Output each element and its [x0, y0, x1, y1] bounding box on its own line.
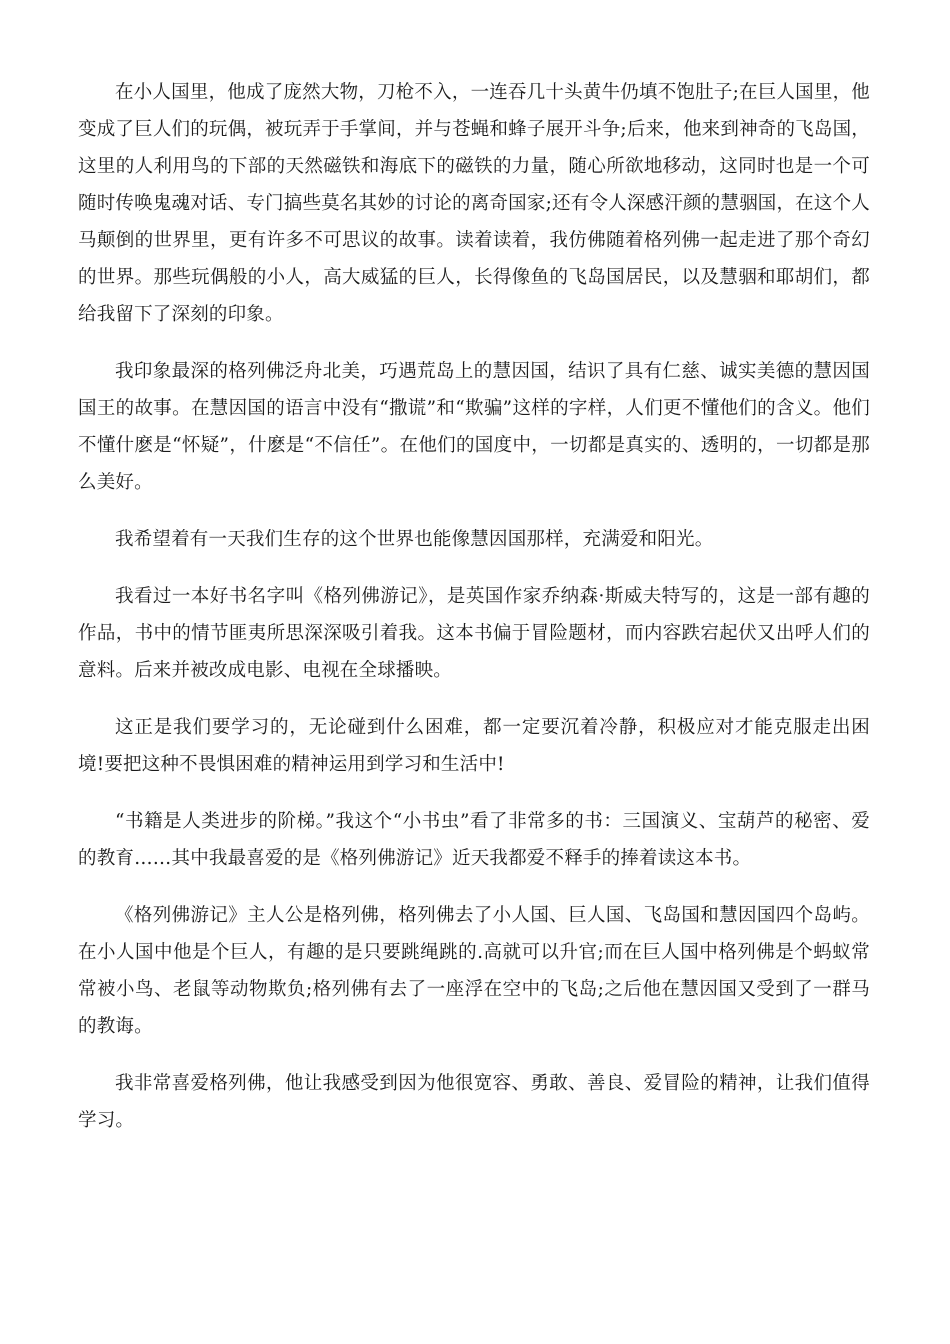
paragraph: 我印象最深的格列佛泛舟北美，巧遇荒岛上的慧因国，结识了具有仁慈、诚实美德的慧因国国王的故事。在慧因国的语言中没有“撒谎”和“欺骗”这样的字样，人们更不懂他们的含义。他们不懂什麽是“怀疑”，什麽是“不信任”。在他们的国度中，一切都是真实的、透明的，一切都是那么美好。	[78, 361, 870, 493]
paragraph: 我非常喜爱格列佛，他让我感受到因为他很宽容、勇敢、善良、爱冒险的精神，让我们值得学习。	[78, 1073, 870, 1131]
paragraph: 《格列佛游记》主人公是格列佛，格列佛去了小人国、巨人国、飞岛国和慧因国四个岛屿。在小人国中他是个巨人，有趣的是只要跳绳跳的.高就可以升官;而在巨人国中格列佛是个蚂蚁常常被小鸟、老鼠等动物欺负;格列佛有去了一座浮在空中的飞岛;之后他在慧因国又受到了一群马的教诲。	[78, 905, 870, 1037]
paragraph: 这正是我们要学习的，无论碰到什么困难，都一定要沉着冷静，积极应对才能克服走出困境!要把这种不畏惧困难的精神运用到学习和生活中!	[78, 717, 870, 775]
document-body	[78, 74, 870, 1159]
paragraph: 我希望着有一天我们生存的这个世界也能像慧因国那样，充满爱和阳光。	[115, 529, 714, 550]
paragraph: “书籍是人类进步的阶梯。”我这个“小书虫”看了非常多的书：三国演义、宝葫芦的秘密、爱的教育……其中我最喜爱的是《格列佛游记》近天我都爱不释手的捧着读这本书。	[78, 811, 870, 869]
paragraph: 我看过一本好书名字叫《格列佛游记》，是英国作家乔纳森·斯威夫特写的，这是一部有趣的作品，书中的情节匪夷所思深深吸引着我。这本书偏于冒险题材，而内容跌宕起伏又出呼人们的意料。后来并被改成电影、电视在全球播映。	[78, 586, 870, 681]
paragraph: 在小人国里，他成了庞然大物，刀枪不入，一连吞几十头黄牛仍填不饱肚子;在巨人国里，他变成了巨人们的玩偶，被玩弄于手掌间，并与苍蝇和蜂子展开斗争;后来，他来到神奇的飞岛国，这里的人利用鸟的下部的天然磁铁和海底下的磁铁的力量，随心所欲地移动，这同时也是一个可随时传唤鬼魂对话、专门搞些莫名其妙的讨论的离奇国家;还有令人深感汗颜的慧骃国，在这个人马颠倒的世界里，更有许多不可思议的故事。读着读着，我仿佛随着格列佛一起走进了那个奇幻的世界。那些玩偶般的小人，高大威猛的巨人，长得像鱼的飞岛国居民，以及慧骃和耶胡们，都给我留下了深刻的印象。	[78, 82, 870, 325]
